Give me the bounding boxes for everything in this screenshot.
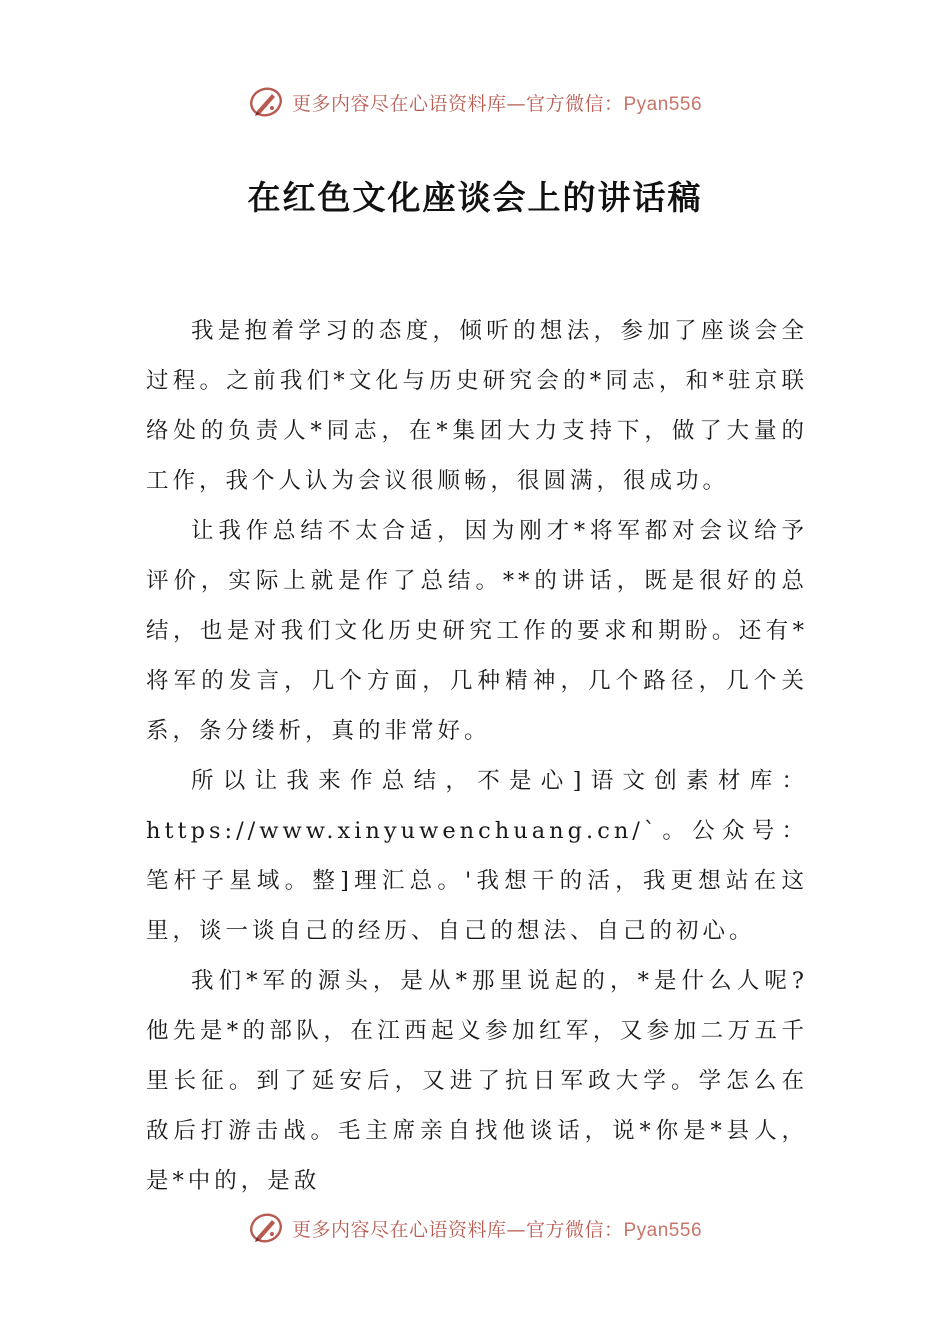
paragraph-4: 我们*军的源头，是从*那里说起的，*是什么人呢?他先是*的部队，在江西起义参加红军，又参加二万五千里长征。到了延安后，又进了抗日军政大学。学怎么在敌后打游击战。毛主席亲自找他谈话，说*你是*县人，是*中的，是敌 — [146, 968, 808, 1194]
footer-banner-text: 更多内容尽在心语资料库—官方微信： — [291, 1218, 624, 1241]
paragraph-2: 让我作总结不太合适，因为刚才*将军都对会议给予评价，实际上就是作了总结。**的讲话，既是很好的总结，也是对我们文化历史研究工作的要求和期盼。还有*将军的发言，几个方面，几种精神，几个路径，几个关系，条分缕析，真的非常好。 — [146, 518, 808, 744]
footer-banner — [0, 1208, 950, 1248]
document-title: 在红色文化座谈会上的讲话稿 — [247, 178, 703, 217]
pen-swirl-logo-icon — [248, 1210, 284, 1246]
header-wechat-id: Pyan556 — [623, 93, 703, 115]
header-banner — [0, 82, 950, 122]
pen-swirl-logo-icon — [248, 84, 284, 120]
paragraph-1: 我是抱着学习的态度，倾听的想法，参加了座谈会全过程。之前我们*文化与历史研究会的*同志，和*驻京联络处的负责人*同志，在*集团大力支持下，做了大量的工作，我个人认为会议很顺畅，很圆满，很成功。 — [146, 318, 808, 494]
paragraph-3: 所以让我来作总结，不是心]语文创素材库：https://www.xinyuwenchuang.cn/`。公众号：笔杆子星域。整]理汇总。'我想干的活，我更想站在这里，谈一谈自己的经历、自己的想法、自己的初心。 — [146, 768, 808, 944]
header-banner-text: 更多内容尽在心语资料库—官方微信： — [291, 92, 624, 115]
footer-wechat-id: Pyan556 — [623, 1219, 703, 1241]
document-body — [146, 306, 808, 1206]
